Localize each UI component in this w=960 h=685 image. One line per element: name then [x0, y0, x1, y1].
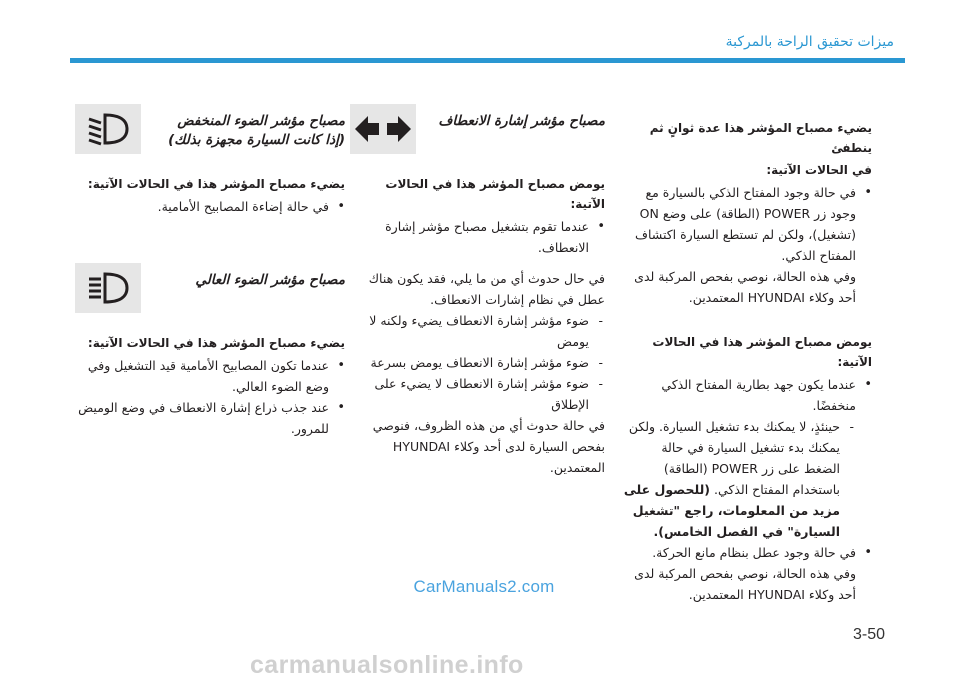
- smart-key-condition-on: في الحالات الآتية:: [766, 163, 872, 177]
- turn-signal-condition: يومض مصباح المؤشر هذا في الحالات الآتية:: [385, 177, 605, 211]
- list-item: • عند جذب ذراع إشارة الانعطاف في وضع الوميض للمرور.: [75, 397, 345, 439]
- high-beam-condition: يضيء مصباح المؤشر هذا في الحالات الآتية:: [87, 336, 345, 350]
- list-item: - حينئذٍ، لا يمكنك بدء تشغيل السيارة. ولكن يمكنك بدء تشغيل السيارة في حالة الضغط على زر POWER (الطاقة) باستخدام المفتاح الذكي. (للحصول على مزيد من المعلومات، راجع "تشغيل السيارة" في الفصل الخامس).: [622, 416, 856, 542]
- low-beam-list: [75, 196, 345, 217]
- turn-signal-fault-list: [350, 310, 605, 415]
- high-beam-heading: [75, 271, 345, 327]
- list-item: - ضوء مؤشر إشارة الانعطاف لا يضيء على الإطلاق: [350, 373, 605, 415]
- list-item: • عندما تقوم بتشغيل مصباح مؤشر إشارة الانعطاف.: [350, 216, 605, 258]
- turn-signal-list: [350, 216, 605, 258]
- carmanuals-watermark: CarManuals2.com: [413, 577, 555, 596]
- page-number: 3-50: [853, 626, 886, 643]
- left-column: [75, 112, 345, 439]
- smart-key-dash-list: [622, 416, 872, 542]
- high-beam-list: [75, 355, 345, 439]
- section-subtitle: (إذا كانت السيارة مجهزة بذلك): [168, 132, 345, 148]
- list-item: - ضوء مؤشر إشارة الانعطاف يومض بسرعة: [350, 352, 605, 373]
- turn-signal-icon: [350, 104, 416, 154]
- right-column: [622, 112, 872, 605]
- list-item: • في حالة إضاءة المصابيح الأمامية.: [75, 196, 345, 217]
- smart-key-condition-blink: يومض مصباح المؤشر هذا في الحالات الآتية:: [652, 335, 872, 369]
- turn-signal-fault-text: في حال حدوث أي من ما يلي، فقد يكون هناك عطل في نظام إشارات الانعطاف.: [368, 271, 605, 307]
- list-item: • عندما تكون المصابيح الأمامية قيد التشغيل وفي وضع الضوء العالي.: [75, 355, 345, 397]
- section-title: مصباح مؤشر إشارة الانعطاف: [438, 113, 605, 129]
- smart-key-intro: يضيء مصباح المؤشر هذا عدة ثوانٍ ثم ينطفئ: [649, 121, 872, 155]
- section-title: مصباح مؤشر الضوء المنخفض: [177, 113, 345, 129]
- footer-watermark: carmanualsonline.info: [250, 651, 524, 679]
- smart-key-list-blink: [622, 374, 872, 416]
- low-beam-heading: [75, 112, 345, 168]
- reference-note: (للحصول على مزيد من المعلومات، راجع "تشغيل السيارة" في الفصل الخامس).: [623, 482, 840, 539]
- section-title: مصباح مؤشر الضوء العالي: [195, 272, 345, 288]
- low-beam-condition: يضيء مصباح المؤشر هذا في الحالات الآتية:: [87, 177, 345, 191]
- header-rule: [70, 58, 905, 63]
- list-item: • في حالة وجود المفتاح الذكي بالسيارة مع وجود زر POWER (الطاقة) على وضع ON (تشغيل)، ولكن لم تستطع السيارة اكتشاف المفتاح الذكي.: [622, 182, 872, 266]
- smart-key-note-1: وفي هذه الحالة، نوصي بفحص المركبة لدى أحد وكلاء HYUNDAI المعتمدين.: [634, 269, 856, 305]
- immobilizer-list: [622, 542, 872, 563]
- low-beam-icon: [75, 104, 141, 154]
- middle-column: [350, 112, 605, 478]
- list-item: - ضوء مؤشر إشارة الانعطاف يضيء ولكنه لا يومض: [350, 310, 605, 352]
- turn-signal-note: في حالة حدوث أي من هذه الظروف، فنوصي بفحص السيارة لدى أحد وكلاء HYUNDAI المعتمدين.: [372, 418, 605, 475]
- high-beam-icon: [75, 263, 141, 313]
- smart-key-note-2: وفي هذه الحالة، نوصي بفحص المركبة لدى أحد وكلاء HYUNDAI المعتمدين.: [634, 566, 856, 602]
- list-item: • في حالة وجود عطل بنظام مانع الحركة.: [622, 542, 872, 563]
- list-item: • عندما يكون جهد بطارية المفتاح الذكي منخفضًا.: [622, 374, 872, 416]
- section-header-title: ميزات تحقيق الراحة بالمركبة: [725, 34, 894, 50]
- turn-signal-heading: [350, 112, 605, 168]
- smart-key-list-on: [622, 182, 872, 266]
